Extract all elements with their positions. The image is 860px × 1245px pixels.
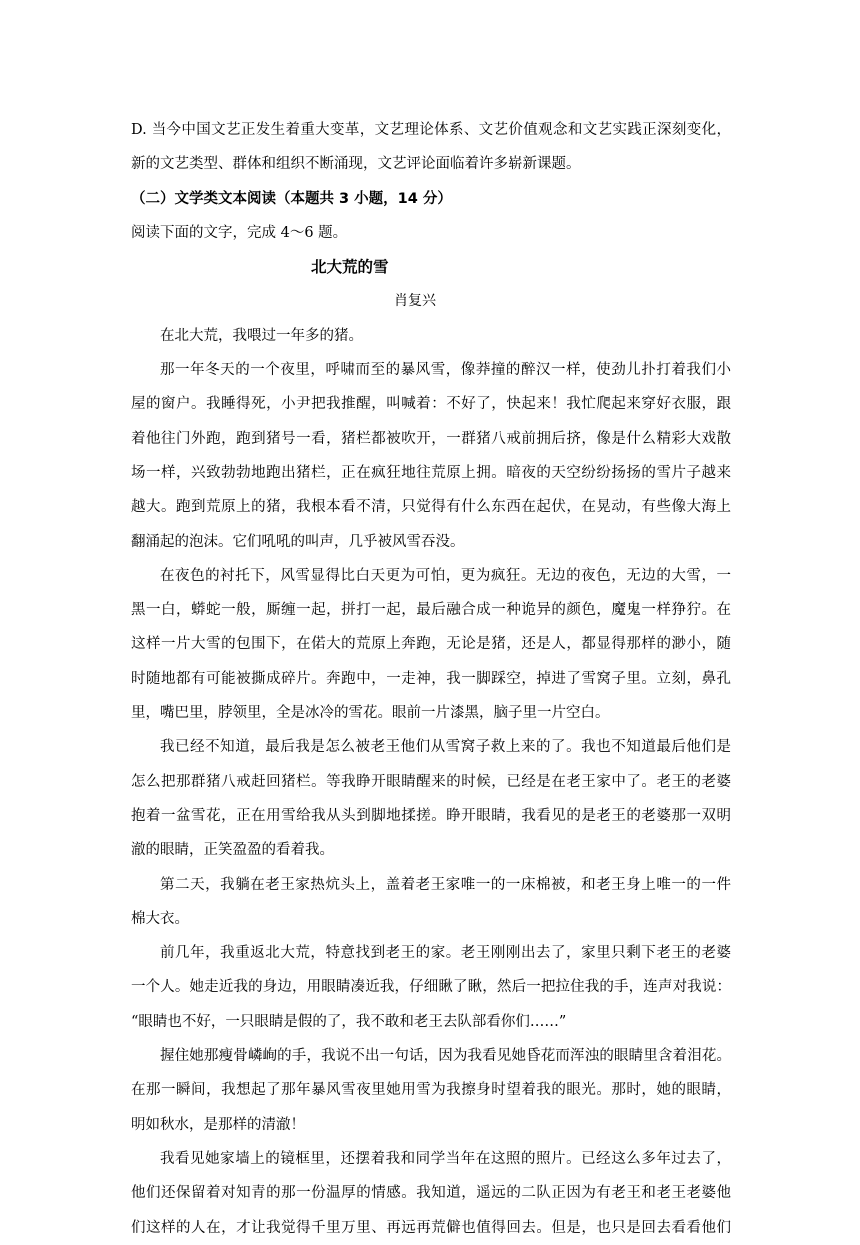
paragraph-line: 场一样，兴致勃勃地跑出猪栏，正在疯狂地往荒原上拥。暗夜的天空纷纷扬扬的雪片子越来	[131, 464, 731, 481]
paragraph-line: 在北大荒，我喂过一年多的猪。	[160, 327, 363, 344]
option-d-line-2: 新的文艺类型、群体和组织不断涌现，文艺评论面临着许多崭新课题。	[131, 156, 581, 173]
section-heading: （二）文学类文本阅读（本题共 3 小题，14 分）	[131, 190, 452, 207]
paragraph-line: 在夜色的衬托下，风雪显得比白天更为可怕，更为疯狂。无边的夜色，无边的大雪，一	[160, 567, 731, 584]
paragraph-line: 屋的窗户。我睡得死，小尹把我推醒，叫喊着：不好了，快起来！我忙爬起来穿好衣服，跟	[131, 396, 731, 413]
paragraph-line: 在那一瞬间，我想起了那年暴风雪夜里她用雪为我擦身时望着我的眼光。那时，她的眼睛，	[131, 1082, 731, 1099]
exam-page	[131, 113, 731, 1245]
paragraph-line: 一个人。她走近我的身边，用眼睛凑近我，仔细瞅了瞅，然后一把拉住我的手，连声对我说：	[131, 979, 731, 996]
paragraph-line: 这样一片大雪的包围下，在偌大的荒原上奔跑，无论是猪，还是人，都显得那样的渺小，随	[131, 636, 731, 653]
article-title: 北大荒的雪	[311, 258, 389, 277]
paragraph-line: 第二天，我躺在老王家热炕头上，盖着老王家唯一的一床棉被，和老王身上唯一的一件	[160, 876, 731, 893]
paragraph-line: 黑一白，蟒蛇一般，厮缠一起，拼打一起，最后融合成一种诡异的颜色，魔鬼一样狰狞。在	[131, 602, 731, 619]
paragraph-line: 时随地都有可能被撕成碎片。奔跑中，一走神，我一脚踩空，掉进了雪窝子里。立刻，鼻孔	[131, 670, 731, 687]
paragraph-line: 我已经不知道，最后我是怎么被老王他们从雪窝子救上来的了。我也不知道最后他们是	[160, 739, 731, 756]
paragraph-line: “眼睛也不好，一只眼睛是假的了，我不敢和老王去队部看你们……”	[131, 1013, 567, 1030]
option-d-line-1: D. 当今中国文艺正发生着重大变革，文艺理论体系、文艺价值观念和文艺实践正深刻变化，	[131, 122, 731, 138]
paragraph-line: 抱着一盆雪花，正在用雪给我从头到脚地揉搓。睁开眼睛，我看见的是老王的老婆那一双明	[131, 807, 731, 824]
article-body	[131, 319, 731, 1245]
paragraph-line: 们这样的人在，才让我觉得千里万里、再远再荒僻也值得回去。但是，也只是回去看看他们	[131, 1219, 731, 1236]
article-author: 肖复兴	[394, 293, 436, 310]
paragraph-line: 那一年冬天的一个夜里，呼啸而至的暴风雪，像莽撞的醉汉一样，使劲儿扑打着我们小	[160, 362, 731, 379]
paragraph-line: 前几年，我重返北大荒，特意找到老王的家。老王刚刚出去了，家里只剩下老王的老婆	[160, 945, 731, 962]
paragraph-line: 着他往门外跑，跑到猪号一看，猪栏都被吹开，一群猪八戒前拥后挤，像是什么精彩大戏散	[131, 430, 731, 447]
section-instruction: 阅读下面的文字，完成 4～6 题。	[131, 224, 348, 241]
paragraph-line: 他们还保留着对知青的那一份温厚的情感。我知道，遥远的二队正因为有老王和老王老婆他	[131, 1185, 731, 1202]
paragraph-line: 握住她那瘦骨嶙峋的手，我说不出一句话，因为我看见她昏花而浑浊的眼睛里含着泪花。	[160, 1048, 731, 1065]
paragraph-line: 我看见她家墙上的镜框里，还摆着我和同学当年在这照的照片。已经这么多年过去了，	[160, 1150, 731, 1167]
paragraph-line: 棉大衣。	[131, 910, 189, 927]
paragraph-line: 越大。跑到荒原上的猪，我根本看不清，只觉得有什么东西在起伏，在晃动，有些像大海上	[131, 499, 731, 516]
paragraph-line: 里，嘴巴里，脖领里，全是冰冷的雪花。眼前一片漆黑，脑子里一片空白。	[131, 705, 610, 722]
paragraph-line: 明如秋水，是那样的清澈！	[131, 1116, 305, 1133]
paragraph-line: 怎么把那群猪八戒赶回猪栏。等我睁开眼睛醒来的时候，已经是在老王家中了。老王的老婆	[131, 773, 731, 790]
paragraph-line: 翻涌起的泡沫。它们吼吼的叫声，几乎被风雪吞没。	[131, 533, 465, 550]
paragraph-line: 澈的眼睛，正笑盈盈的看着我。	[131, 842, 334, 859]
